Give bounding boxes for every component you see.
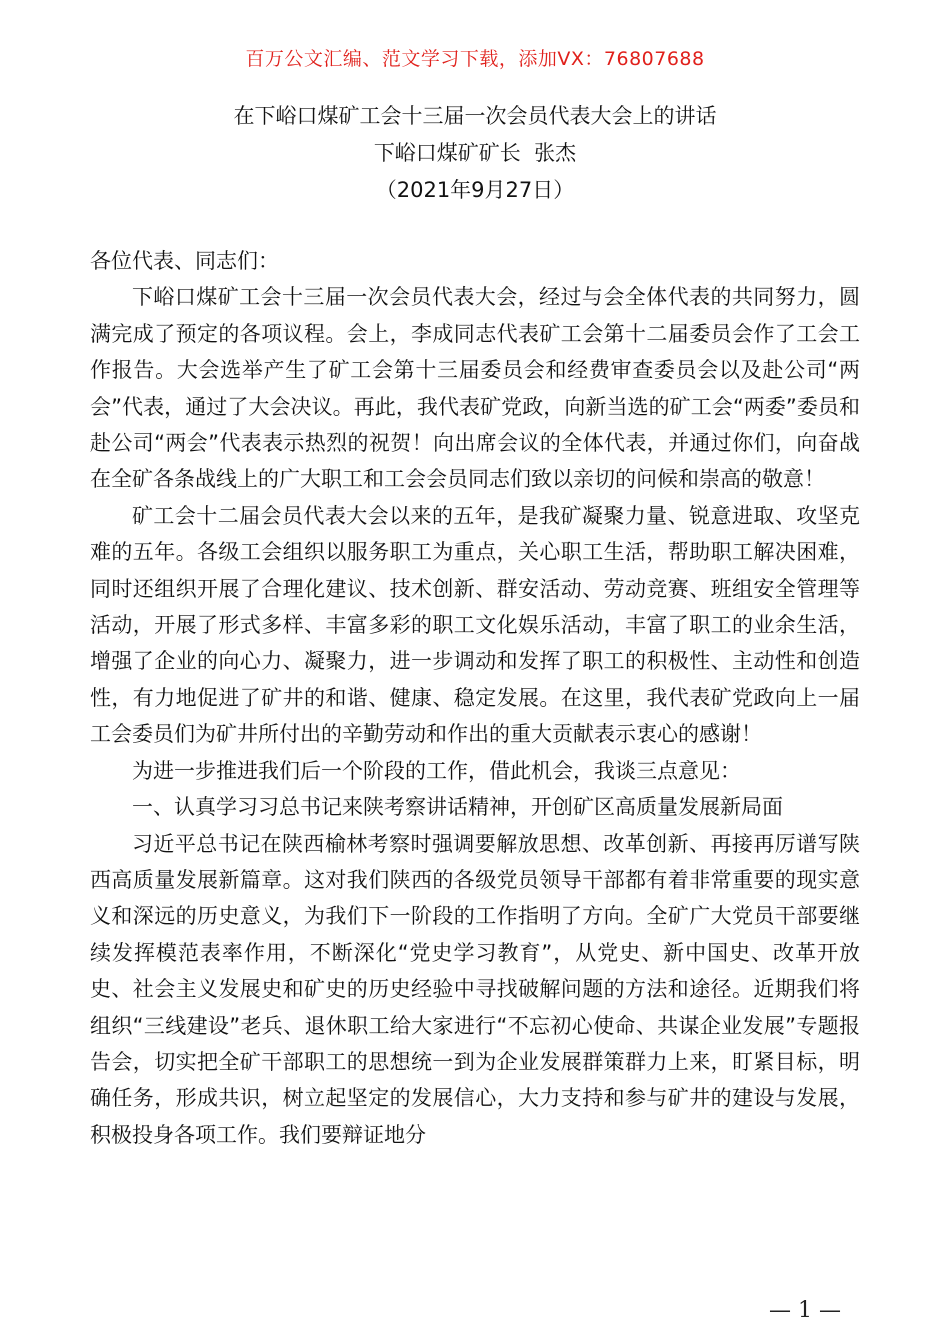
page-number: — 1 —: [769, 1298, 841, 1323]
paragraph-3: 为进一步推进我们后一个阶段的工作，借此机会，我谈三点意见：: [132, 758, 741, 783]
section-heading-1: 一、认真学习习总书记来陕考察讲话精神，开创矿区高质量发展新局面: [132, 795, 783, 820]
paragraph-2: 矿工会十二届会员代表大会以来的五年，是我矿凝聚力量、锐意进取、攻坚克难的五年。各级工会组织以服务职工为重点，关心职工生活，帮助职工解决困难，同时还组织开展了合理化建议、技术创新、群安活动、劳动竞赛、班组安全管理等活动，开展了形式多样、丰富多彩的职工文化娱乐活动，丰富了职工的业余生活，增强了企业的向心力、凝聚力，进一步调动和发挥了职工的积极性、主动性和创造性，有力地促进了矿井的和谐、健康、稳定发展。在这里，我代表矿党政向上一届工会委员们为矿井所付出的辛勤劳动和作出的重大贡献表示衷心的感谢！: [90, 503, 860, 747]
speech-title: 在下峪口煤矿工会十三届一次会员代表大会上的讲话: [233, 104, 717, 128]
paragraph-4: 习近平总书记在陕西榆林考察时强调要解放思想、改革创新、再接再厉谱写陕西高质量发展新篇章。这对我们陕西的各级党员领导干部都有着非常重要的现实意义和深远的历史意义，为我们下一阶段的工作指明了方向。全矿广大党员干部要继续发挥模范表率作用，不断深化“党史学习教育”，从党史、新中国史、改革开放史、社会主义发展史和矿史的历史经验中寻找破解问题的方法和途径。近期我们将组织“三线建设”老兵、退休职工给大家进行“不忘初心使命、共谋企业发展”专题报告会，切实把全矿干部职工的思想统一到为企业发展群策群力上来，盯紧目标，明确任务，形成共识，树立起坚定的发展信心，大力支持和参与矿井的建设与发展，积极投身各项工作。我们要辩证地分: [90, 831, 860, 1147]
speech-title-block: [0, 98, 950, 209]
speaker-line: 下峪口煤矿矿长 张杰: [373, 141, 577, 165]
paragraph-1: 下峪口煤矿工会十三届一次会员代表大会，经过与会全体代表的共同努力，圆满完成了预定的各项议程。会上，李成同志代表矿工会第十二届委员会作了工会工作报告。大会选举产生了矿工会第十三届委员会和经费审查委员会以及赴公司“两会”代表，通过了大会决议。再此，我代表矿党政，向新当选的矿工会“两委”委员和赴公司“两会”代表表示热烈的祝贺！向出席会议的全体代表，并通过你们，向奋战在全矿各条战线上的广大职工和工会会员同志们致以亲切的问候和崇高的敬意！: [90, 285, 860, 492]
speech-date: （2021年9月27日）: [375, 178, 575, 202]
speech-body: [90, 243, 860, 1153]
promo-banner: 百万公文汇编、范文学习下载，添加VX：76807688: [245, 48, 705, 70]
salutation: 各位代表、同志们：: [90, 249, 279, 273]
